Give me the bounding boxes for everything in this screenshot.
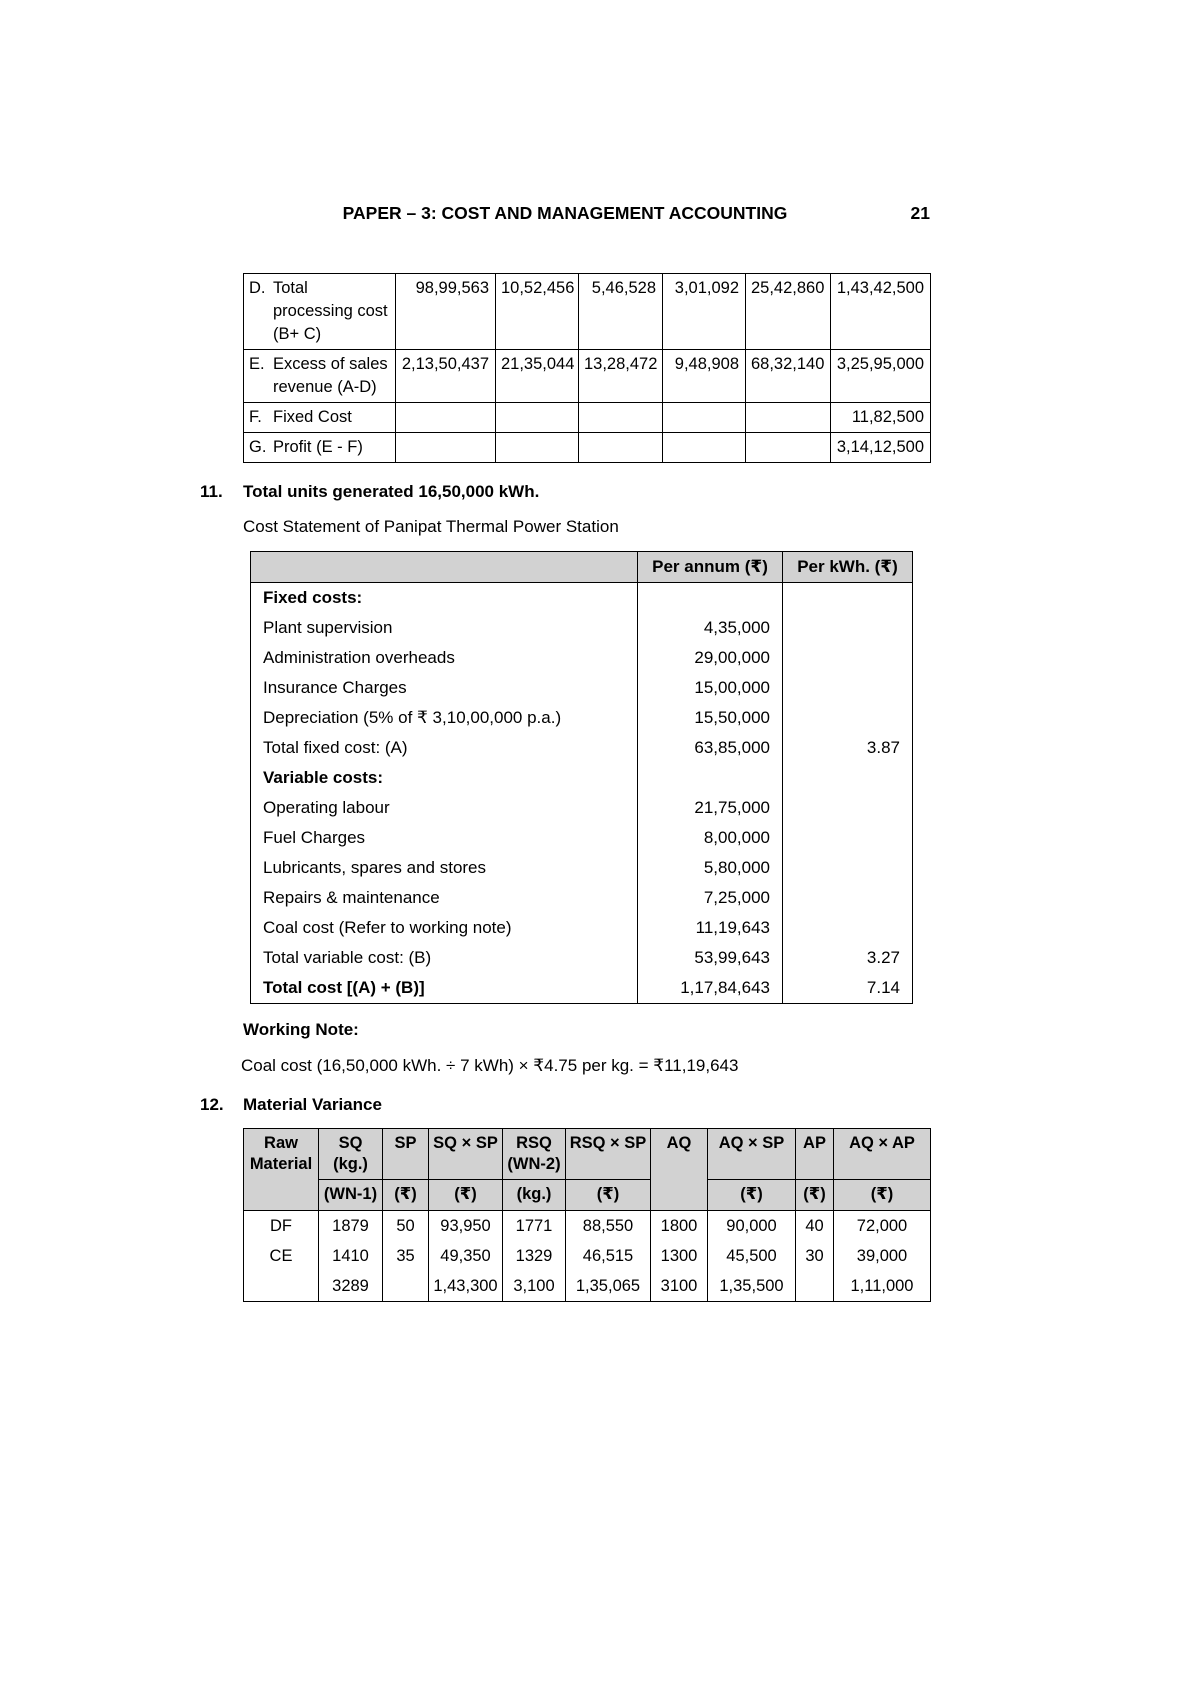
- cell: 1410: [319, 1241, 383, 1271]
- table-row: [251, 673, 913, 703]
- per-annum-value: 5,80,000: [638, 853, 783, 883]
- cell: [746, 403, 831, 433]
- cost-label: Total cost [(A) + (B)]: [251, 973, 638, 1004]
- cell: [396, 433, 496, 463]
- table-row: [251, 913, 913, 943]
- table-row: [244, 274, 931, 350]
- cost-label: Plant supervision: [251, 613, 638, 643]
- unit-rsq-x-sp: (₹): [566, 1180, 651, 1211]
- per-annum-value: 29,00,000: [638, 643, 783, 673]
- material-cell: [244, 1271, 319, 1302]
- cell: [396, 403, 496, 433]
- row-label-cell: [244, 433, 396, 463]
- header-aq: AQ: [651, 1129, 708, 1211]
- cost-label: Fixed costs:: [251, 583, 638, 614]
- row-label: Total processing cost (B+ C): [273, 279, 388, 343]
- per-annum-value: 4,35,000: [638, 613, 783, 643]
- header-ap: AP: [796, 1129, 834, 1180]
- cell: 40: [796, 1211, 834, 1242]
- item-number: 12.: [200, 1095, 224, 1114]
- material-variance-table: [243, 1128, 931, 1302]
- per-kwh-value: 7.14: [783, 973, 913, 1004]
- working-note-label: Working Note:: [243, 1020, 359, 1039]
- per-annum-value: 21,75,000: [638, 793, 783, 823]
- per-kwh-value: [783, 883, 913, 913]
- cost-label: Total variable cost: (B): [251, 943, 638, 973]
- cell: 30: [796, 1241, 834, 1271]
- cell: [383, 1271, 429, 1302]
- cost-label: Administration overheads: [251, 643, 638, 673]
- unit-aq-x-ap: (₹): [834, 1180, 931, 1211]
- row-letter: E.: [249, 355, 265, 373]
- item-number: 11.: [200, 482, 223, 501]
- per-kwh-value: [783, 643, 913, 673]
- cost-label: Operating labour: [251, 793, 638, 823]
- cost-label: Coal cost (Refer to working note): [251, 913, 638, 943]
- cost-label: Variable costs:: [251, 763, 638, 793]
- header-line: (kg.): [333, 1155, 368, 1173]
- header-aq-x-sp: AQ × SP: [708, 1129, 796, 1180]
- cell: 3,100: [503, 1271, 566, 1302]
- cell: 1329: [503, 1241, 566, 1271]
- unit-aq-x-sp: (₹): [708, 1180, 796, 1211]
- page-header: [200, 0, 930, 225]
- cell: 25,42,860: [746, 274, 831, 350]
- table-row: [251, 973, 913, 1004]
- table-row: [251, 613, 913, 643]
- row-label: Profit (E - F): [273, 438, 363, 456]
- per-kwh-value: [783, 823, 913, 853]
- unit-sq: (WN-1): [319, 1180, 383, 1211]
- cost-label: Lubricants, spares and stores: [251, 853, 638, 883]
- row-label-cell: [244, 403, 396, 433]
- item-title: Material Variance: [243, 1095, 382, 1114]
- table-row: [244, 1241, 931, 1271]
- cell: 1,11,000: [834, 1271, 931, 1302]
- table-row: [251, 943, 913, 973]
- cell: 2,13,50,437: [396, 350, 496, 403]
- cell: 3100: [651, 1271, 708, 1302]
- unit-rsq: (kg.): [503, 1180, 566, 1211]
- page-title: PAPER – 3: COST AND MANAGEMENT ACCOUNTING: [342, 203, 788, 223]
- per-annum-value: 8,00,000: [638, 823, 783, 853]
- cell: [796, 1271, 834, 1302]
- table-row: [251, 703, 913, 733]
- cell: 49,350: [429, 1241, 503, 1271]
- cell: [496, 403, 579, 433]
- cell: 1771: [503, 1211, 566, 1242]
- cell: 1,43,300: [429, 1271, 503, 1302]
- cell: 1800: [651, 1211, 708, 1242]
- cost-label: Repairs & maintenance: [251, 883, 638, 913]
- row-letter: D.: [249, 279, 266, 297]
- cell: 46,515: [566, 1241, 651, 1271]
- header-line: RSQ: [516, 1134, 552, 1152]
- cell: 21,35,044: [496, 350, 579, 403]
- header-line: (WN-2): [507, 1155, 561, 1173]
- header-raw-material: [244, 1129, 319, 1211]
- row-label: Excess of sales revenue (A-D): [273, 355, 388, 396]
- cell: 98,99,563: [396, 274, 496, 350]
- table-header-row: [244, 1129, 931, 1180]
- header-sq: [319, 1129, 383, 1180]
- per-annum-value: 15,50,000: [638, 703, 783, 733]
- header-line: SQ: [338, 1134, 363, 1152]
- item-title: Total units generated 16,50,000 kWh.: [243, 482, 540, 501]
- cell: 50: [383, 1211, 429, 1242]
- item-12-heading: [200, 1095, 930, 1115]
- header-blank-cell: [251, 552, 638, 583]
- cell: 88,550: [566, 1211, 651, 1242]
- cell: 1,35,500: [708, 1271, 796, 1302]
- header-line: Material: [249, 1155, 313, 1173]
- per-kwh-value: [783, 703, 913, 733]
- per-annum-value: 53,99,643: [638, 943, 783, 973]
- row-letter: F.: [249, 408, 262, 426]
- cell: 1,35,065: [566, 1271, 651, 1302]
- header-rsq-x-sp: RSQ × SP: [566, 1129, 651, 1180]
- cost-label: Depreciation (5% of ₹ 3,10,00,000 p.a.): [251, 703, 638, 733]
- header-per-annum: Per annum (₹): [638, 552, 783, 583]
- per-annum-value: 63,85,000: [638, 733, 783, 763]
- row-letter: G.: [249, 438, 267, 456]
- unit-ap: (₹): [796, 1180, 834, 1211]
- table-row: [244, 433, 931, 463]
- row-label-cell: [244, 350, 396, 403]
- material-cell: CE: [244, 1241, 319, 1271]
- cell: [746, 433, 831, 463]
- cell: 45,500: [708, 1241, 796, 1271]
- per-annum-value: 11,19,643: [638, 913, 783, 943]
- per-kwh-value: [783, 613, 913, 643]
- cell: 1879: [319, 1211, 383, 1242]
- cell: 9,48,908: [663, 350, 746, 403]
- cost-label: Total fixed cost: (A): [251, 733, 638, 763]
- unit-sp: (₹): [383, 1180, 429, 1211]
- cost-statement-table: [250, 551, 913, 1004]
- working-note-text: Coal cost (16,50,000 kWh. ÷ 7 kWh) × ₹4.75 per kg. = ₹11,19,643: [241, 1056, 739, 1075]
- table-row: [251, 733, 913, 763]
- per-annum-value: 7,25,000: [638, 883, 783, 913]
- cell: 39,000: [834, 1241, 931, 1271]
- page-number: 21: [910, 203, 930, 223]
- table-row: [251, 883, 913, 913]
- cell: 5,46,528: [579, 274, 663, 350]
- cell: 68,32,140: [746, 350, 831, 403]
- cell: 3289: [319, 1271, 383, 1302]
- per-kwh-value: 3.87: [783, 733, 913, 763]
- table-row: [251, 583, 913, 614]
- cell: 1,43,42,500: [831, 274, 931, 350]
- cost-label: Insurance Charges: [251, 673, 638, 703]
- cell: [496, 433, 579, 463]
- cell: 3,25,95,000: [831, 350, 931, 403]
- table-row: [251, 763, 913, 793]
- header-sq-x-sp: SQ × SP: [429, 1129, 503, 1180]
- item-11-heading: [200, 482, 930, 502]
- header-rsq: [503, 1129, 566, 1180]
- unit-sq-x-sp: (₹): [429, 1180, 503, 1211]
- cell: 35: [383, 1241, 429, 1271]
- cell: 11,82,500: [831, 403, 931, 433]
- table-header-units-row: [244, 1180, 931, 1211]
- cell: 3,01,092: [663, 274, 746, 350]
- page-content: [200, 0, 930, 1302]
- per-annum-value: [638, 583, 783, 614]
- per-annum-value: [638, 763, 783, 793]
- cell: 93,950: [429, 1211, 503, 1242]
- header-aq-x-ap: AQ × AP: [834, 1129, 931, 1180]
- material-cell: DF: [244, 1211, 319, 1242]
- cell: 72,000: [834, 1211, 931, 1242]
- cell: 3,14,12,500: [831, 433, 931, 463]
- table-row: [244, 350, 931, 403]
- table-row: [251, 853, 913, 883]
- cell: [579, 403, 663, 433]
- cell: 13,28,472: [579, 350, 663, 403]
- per-kwh-value: [783, 913, 913, 943]
- cell: [663, 403, 746, 433]
- table-row: [251, 823, 913, 853]
- per-annum-value: 1,17,84,643: [638, 973, 783, 1004]
- row-label: Fixed Cost: [273, 408, 352, 426]
- per-kwh-value: [783, 853, 913, 883]
- table-header-row: [251, 552, 913, 583]
- processing-cost-table: [243, 273, 931, 463]
- cost-statement-subheading: Cost Statement of Panipat Thermal Power Station: [243, 517, 619, 536]
- per-kwh-value: [783, 673, 913, 703]
- table-row-total: [244, 1271, 931, 1302]
- table-row: [251, 643, 913, 673]
- cell: [663, 433, 746, 463]
- header-per-kwh: Per kWh. (₹): [783, 552, 913, 583]
- per-kwh-value: [783, 793, 913, 823]
- table-row: [244, 403, 931, 433]
- cell: 90,000: [708, 1211, 796, 1242]
- cell: [579, 433, 663, 463]
- cell: 1300: [651, 1241, 708, 1271]
- header-line: Raw: [264, 1134, 298, 1152]
- per-kwh-value: [783, 763, 913, 793]
- per-kwh-value: 3.27: [783, 943, 913, 973]
- per-kwh-value: [783, 583, 913, 614]
- table-row: [251, 793, 913, 823]
- per-annum-value: 15,00,000: [638, 673, 783, 703]
- cost-label: Fuel Charges: [251, 823, 638, 853]
- row-label-cell: [244, 274, 396, 350]
- header-sp: SP: [383, 1129, 429, 1180]
- table-row: [244, 1211, 931, 1242]
- cell: 10,52,456: [496, 274, 579, 350]
